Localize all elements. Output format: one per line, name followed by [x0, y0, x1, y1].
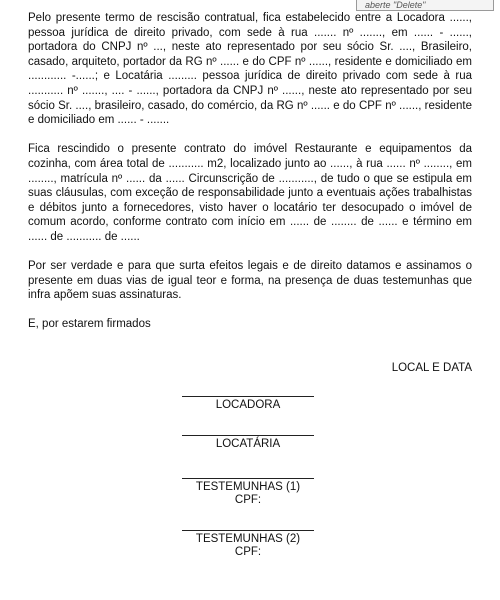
- signature-line: [182, 435, 314, 436]
- signature-witness-2: [182, 530, 314, 558]
- signature-label-locadora: LOCADORA: [215, 399, 281, 411]
- cpf-label-witness-2: CPF:: [234, 545, 262, 558]
- signature-label-locataria: LOCATÁRIA: [215, 438, 281, 450]
- signature-line: [182, 530, 314, 531]
- paragraph-signature-statement: Por ser verdade e para que surta efeitos legais e de direito datamos e assinamos o presente em duas vias de igual teor e forma, na presença de duas testemunhas que infra apõem suas assinaturas.: [28, 260, 472, 302]
- paragraph-rescission: Fica rescindido o presente contrato do imóvel Restaurante e equipamentos da cozinha, com área total de ........... m2, localizado junto ao ......, à rua ...... nº ........, em ........, matrícula nº ...... da ...... Circunscrição de ..........., de tudo o que se estipula em suas cláusulas, com exceção de responsabilidade junto a eventuais ações trabalhistas e débitos junto a fornecedores, visto haver o locatário ter desocupado o imóvel de comum acordo, conforme contrato com início em ...... de ........ de ...... e término em ...... de ........... de ......: [28, 143, 472, 243]
- closing-line: E, por estarem firmados: [28, 318, 151, 331]
- signature-witness-1: [182, 478, 314, 506]
- signature-locataria: [182, 435, 314, 451]
- signature-label-witness-1: TESTEMUNHAS (1): [195, 481, 301, 493]
- tooltip-hint: aberte "Delete": [356, 0, 494, 11]
- cpf-label-witness-1: CPF:: [234, 493, 262, 506]
- signature-label-witness-2: TESTEMUNHAS (2): [195, 533, 301, 545]
- paragraph-parties: Pelo presente termo de rescisão contratual, fica estabelecido entre a Locadora ......, pessoa jurídica de direito privado, com sede à rua ....... nº ......., em ...... - ......, portadora do CNPJ nº ..., neste ato representado por seu sócio Sr. ...., Brasileiro, casado, arquiteto, portador da RG nº ...... e do CPF nº ......, residente e domiciliado em ............ -......; e Locatária ......... pessoa jurídica de direito privado com sede à rua ........... nº ......., .... - ......, portadora da CNPJ nº ......, neste ato representado por seu sócio Sr. ...., brasileiro, casado, do comércio, da RG nº ...... e do CPF nº ......, residente e domiciliado em ...... - .......: [28, 12, 472, 127]
- signature-line: [182, 396, 314, 397]
- signature-line: [182, 478, 314, 479]
- local-and-date: LOCAL E DATA: [391, 362, 472, 375]
- document-body: [28, 11, 472, 376]
- signature-locadora: [182, 396, 314, 412]
